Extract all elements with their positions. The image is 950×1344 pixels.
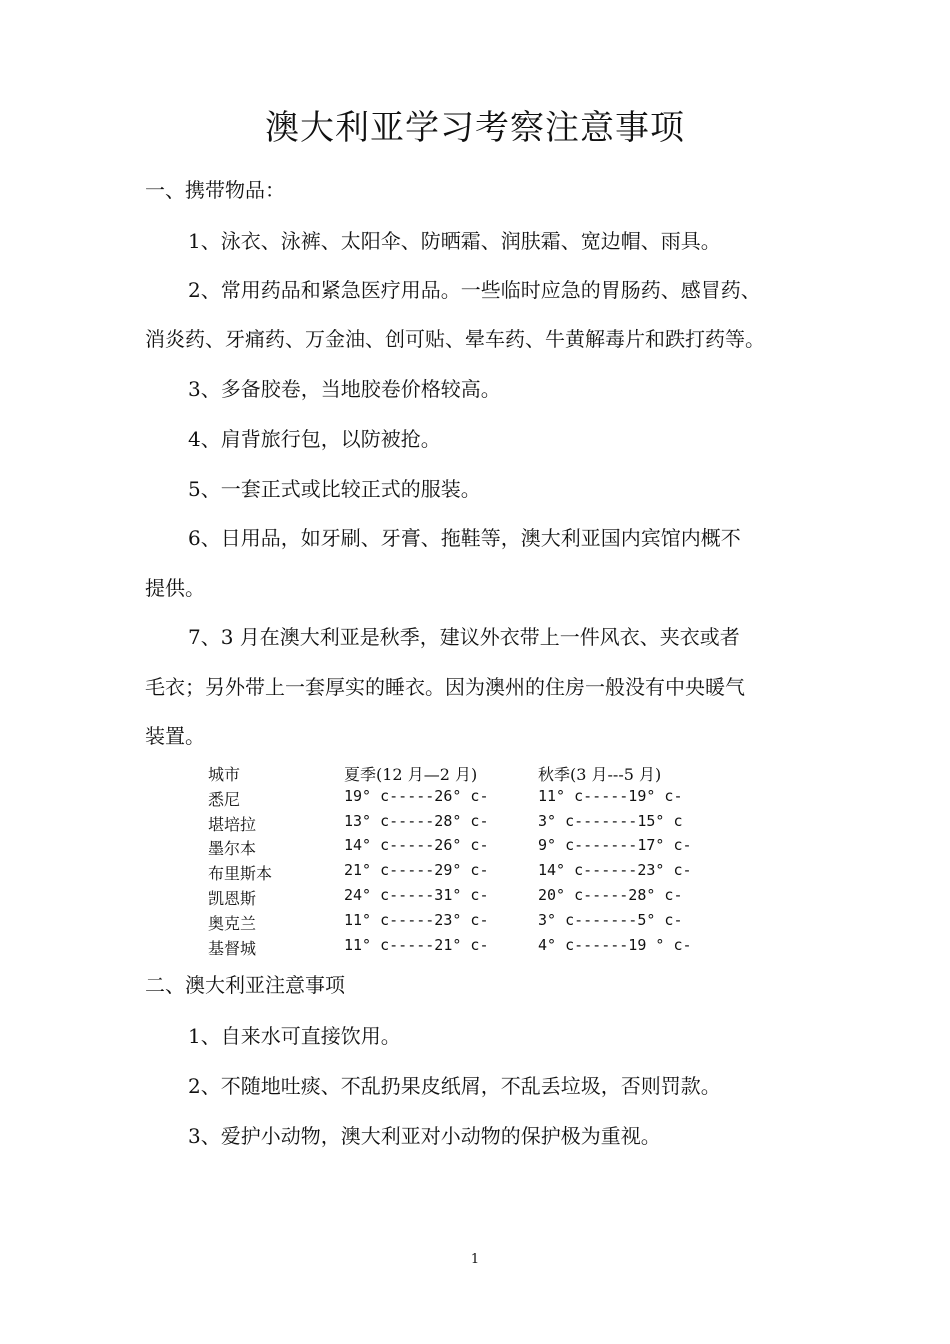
section-heading-carry: 一、携带物品： xyxy=(145,178,285,202)
list-item: 1、泳衣、泳裤、太阳伞、防晒霜、润肤霜、宽边帽、雨具。 xyxy=(188,229,721,253)
autumn-cell: 14° c------23° c- xyxy=(538,861,692,880)
list-item: 4、肩背旅行包，以防被抢。 xyxy=(188,427,441,451)
city-cell: 墨尔本 xyxy=(208,839,257,859)
autumn-cell: 3° c-------15° c xyxy=(538,811,683,830)
city-cell: 奥克兰 xyxy=(208,913,257,933)
city-cell: 凯恩斯 xyxy=(208,888,257,908)
header-autumn: 秋季(3 月---5 月) xyxy=(538,765,662,784)
header-city: 城市 xyxy=(208,765,241,784)
summer-cell: 19° c-----26° c- xyxy=(344,786,489,805)
list-item-continuation: 提供。 xyxy=(145,576,205,600)
list-item: 2、常用药品和紧急医疗用品。一些临时应急的胃肠药、感冒药、 xyxy=(188,278,761,302)
summer-cell: 13° c-----28° c- xyxy=(344,811,489,830)
autumn-cell: 3° c-------5° c- xyxy=(538,910,683,929)
list-item: 2、不随地吐痰、不乱扔果皮纸屑，不乱丢垃圾，否则罚款。 xyxy=(188,1074,721,1098)
list-item: 5、一套正式或比较正式的服装。 xyxy=(188,477,481,501)
section-heading-notices: 二、澳大利亚注意事项 xyxy=(145,973,345,997)
city-cell: 布里斯本 xyxy=(208,864,273,884)
list-item: 3、爱护小动物，澳大利亚对小动物的保护极为重视。 xyxy=(188,1124,661,1148)
list-item-continuation: 装置。 xyxy=(145,724,205,748)
summer-cell: 11° c-----23° c- xyxy=(344,910,489,929)
autumn-cell: 9° c-------17° c- xyxy=(538,836,692,855)
city-cell: 堪培拉 xyxy=(208,814,257,834)
list-item-continuation: 消炎药、牙痛药、万金油、创可贴、晕车药、牛黄解毒片和跌打药等。 xyxy=(145,327,765,351)
list-item: 1、自来水可直接饮用。 xyxy=(188,1024,401,1048)
autumn-cell: 20° c-----28° c- xyxy=(538,885,683,904)
header-summer: 夏季(12 月—2 月) xyxy=(344,765,478,784)
summer-cell: 14° c-----26° c- xyxy=(344,836,489,855)
city-cell: 悉尼 xyxy=(208,789,241,809)
summer-cell: 11° c-----21° c- xyxy=(344,935,489,954)
list-item: 3、多备胶卷，当地胶卷价格较高。 xyxy=(188,377,501,401)
list-item: 7、3 月在澳大利亚是秋季，建议外衣带上一件风衣、夹衣或者 xyxy=(188,625,740,649)
summer-cell: 24° c-----31° c- xyxy=(344,885,489,904)
autumn-cell: 11° c-----19° c- xyxy=(538,786,683,805)
page-number: 1 xyxy=(470,1252,480,1267)
page-title: 澳大利亚学习考察注意事项 xyxy=(265,108,685,148)
city-cell: 基督城 xyxy=(208,938,257,958)
list-item-continuation: 毛衣；另外带上一套厚实的睡衣。因为澳州的住房一般没有中央暖气 xyxy=(145,675,745,699)
summer-cell: 21° c-----29° c- xyxy=(344,861,489,880)
autumn-cell: 4° c------19 ° c- xyxy=(538,935,692,954)
list-item: 6、日用品，如牙刷、牙膏、拖鞋等，澳大利亚国内宾馆内概不 xyxy=(188,526,741,550)
